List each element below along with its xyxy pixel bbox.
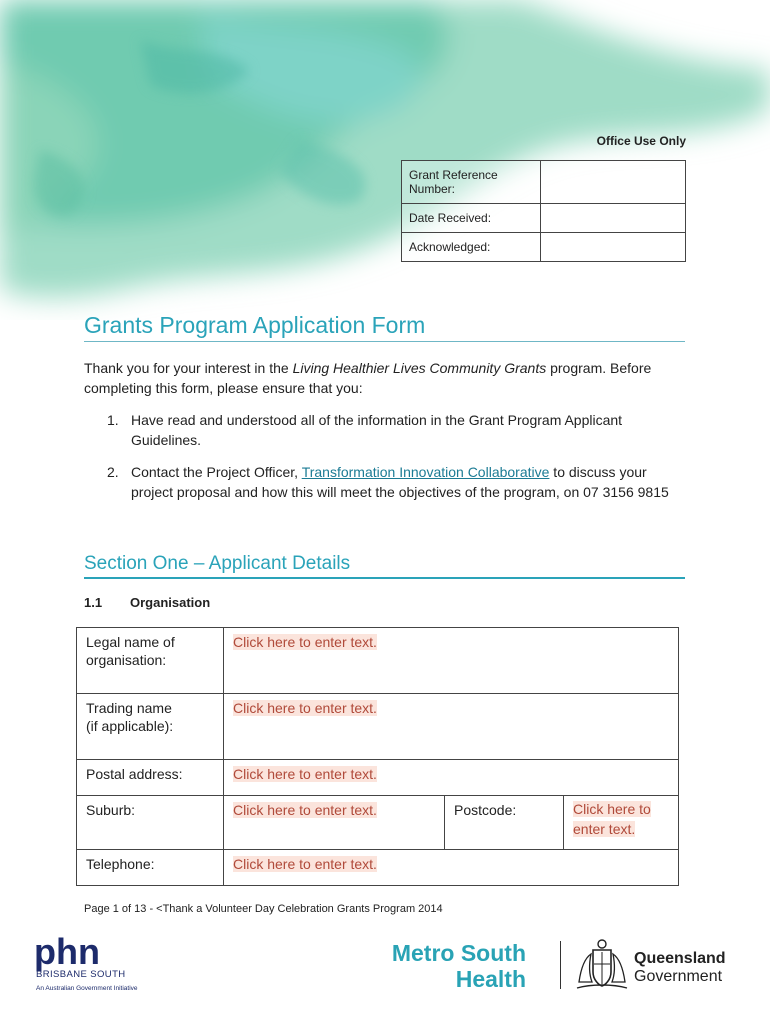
list-item-prefix: Contact the Project Officer, (131, 464, 302, 480)
page-footer: Page 1 of 13 - <Thank a Volunteer Day Celebration Grants Program 2014 (84, 903, 443, 915)
list-item-text: Have read and understood all of the information in the Grant Program Applicant Guidelines. (131, 412, 623, 448)
page-title: Grants Program Application Form (84, 312, 685, 342)
phn-tagline: An Australian Government Initiative (36, 985, 138, 992)
qld-line1: Queensland (634, 950, 726, 967)
intro-prefix: Thank you for your interest in the (84, 360, 293, 376)
subsection-title: Organisation (130, 595, 211, 610)
office-use-table (401, 160, 686, 262)
list-item (84, 410, 684, 450)
legal-name-field[interactable] (224, 628, 679, 694)
list-number: 1. (107, 412, 119, 428)
grant-reference-field[interactable] (541, 161, 686, 204)
date-received-field[interactable] (541, 204, 686, 233)
qld-line2: Government (634, 968, 723, 985)
trading-name-field[interactable] (224, 694, 679, 760)
metro-south-health-logo (376, 940, 526, 992)
organisation-details-table (76, 627, 679, 886)
phn-region: BRISBANE SOUTH (36, 969, 126, 980)
date-received-label: Date Received: (402, 204, 541, 233)
table-row (77, 760, 679, 796)
list-item (84, 462, 684, 502)
postcode-field[interactable] (564, 796, 679, 850)
project-officer-link[interactable]: Transformation Innovation Collaborative (301, 464, 550, 480)
placeholder-text[interactable]: Click here to enter text. (233, 802, 377, 818)
table-row (77, 850, 679, 886)
table-row (77, 796, 679, 850)
subsection-heading (84, 595, 210, 610)
checklist (84, 410, 684, 502)
telephone-field[interactable] (224, 850, 679, 886)
queensland-crest-icon (573, 938, 631, 994)
postcode-label: Postcode: (445, 796, 564, 850)
placeholder-text[interactable]: Click here to enter text. (573, 801, 651, 837)
program-name: Living Healthier Lives Community Grants (292, 360, 547, 376)
trading-name-line1: Trading name (86, 700, 172, 716)
section-heading: Section One – Applicant Details (84, 553, 685, 579)
placeholder-text[interactable]: Click here to enter text. (233, 856, 377, 872)
postal-address-field[interactable] (224, 760, 679, 796)
telephone-label: Telephone: (77, 850, 224, 886)
list-number: 2. (107, 464, 119, 480)
table-row (402, 233, 686, 262)
msh-line2: Health (455, 966, 526, 992)
office-use-heading: Office Use Only (596, 134, 686, 148)
queensland-government-logo (634, 950, 726, 986)
table-row (402, 204, 686, 233)
msh-line1: Metro South (391, 940, 526, 966)
placeholder-text[interactable]: Click here to enter text. (233, 766, 377, 782)
postal-address-label: Postal address: (77, 760, 224, 796)
trading-name-label (77, 694, 224, 760)
suburb-label: Suburb: (77, 796, 224, 850)
table-row (77, 694, 679, 760)
intro-suffix: program. Before completing this form, please ensure that you: (84, 360, 652, 396)
phn-wordmark: phn (34, 934, 100, 972)
acknowledged-label: Acknowledged: (402, 233, 541, 262)
table-row (77, 628, 679, 694)
trading-name-line2: (if applicable): (86, 718, 174, 734)
acknowledged-field[interactable] (541, 233, 686, 262)
logo-divider (560, 941, 561, 989)
suburb-field[interactable] (224, 796, 445, 850)
intro-paragraph (84, 358, 684, 398)
list-item-suffix: to discuss your project proposal and how this will meet the objectives of the program, on 07 3156 9815 (131, 464, 669, 500)
placeholder-text[interactable]: Click here to enter text. (233, 700, 377, 716)
table-row (402, 161, 686, 204)
grant-reference-label: Grant Reference Number: (402, 161, 541, 204)
placeholder-text[interactable]: Click here to enter text. (233, 634, 377, 650)
phn-brisbane-south-logo (34, 934, 164, 994)
legal-name-label: Legal name of organisation: (77, 628, 224, 694)
subsection-number: 1.1 (84, 595, 103, 610)
